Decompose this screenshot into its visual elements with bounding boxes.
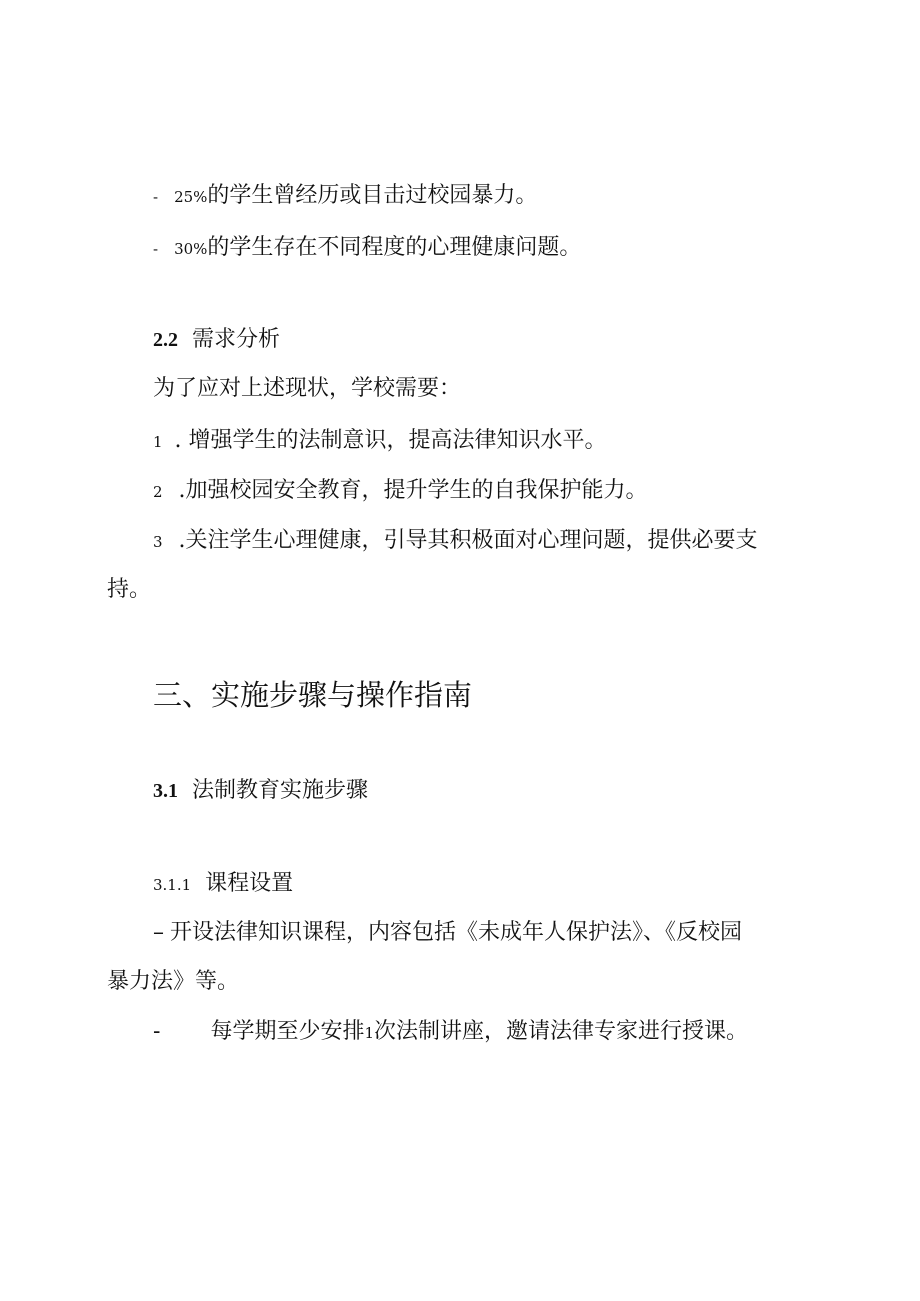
need-item-3 [153, 526, 758, 557]
stat-bullet: - [153, 240, 159, 258]
section-title: 法制教育实施步骤 [192, 778, 369, 803]
item-text: .关注学生心理健康，引导其积极面对心理问题，提供必要支 [178, 528, 758, 553]
item-number: 2 [153, 483, 163, 501]
section-number: 2.2 [153, 329, 178, 351]
need-item-2 [153, 476, 648, 507]
stat-bullet: - [153, 188, 159, 206]
lecture-count: 1 [364, 1024, 374, 1042]
bullet-text-after: 次法制讲座，邀请法律专家进行授课。 [374, 1019, 749, 1044]
chapter-heading-3: 三、实施步骤与操作指南 [153, 678, 473, 712]
bullet-dash: - [153, 1019, 161, 1044]
item-number: 3 [153, 533, 163, 551]
course-bullet-1 [153, 918, 742, 948]
item-text: .加强校园安全教育，提升学生的自我保护能力。 [178, 478, 648, 503]
section-title: 需求分析 [192, 327, 281, 352]
stat-line-1 [153, 181, 537, 212]
section-heading-2-2 [153, 325, 280, 355]
subsection-heading-3-1-1 [153, 869, 293, 900]
item-number: 1 [153, 433, 163, 451]
stat-line-2 [153, 233, 581, 264]
subsection-title: 课程设置 [205, 871, 294, 896]
need-item-3-continuation: 持。 [107, 577, 152, 602]
bullet-text-before: 每学期至少安排 [210, 1019, 365, 1044]
section-intro: 为了应对上述现状，学校需要： [153, 376, 462, 401]
stat-text: 的学生曾经历或目击过校园暴力。 [207, 183, 538, 208]
stat-text: 的学生存在不同程度的心理健康问题。 [207, 235, 582, 260]
course-bullet-1-continuation: 暴力法》等。 [107, 969, 240, 994]
bullet-dash: – [153, 920, 164, 945]
item-text: . 增强学生的法制意识，提高法律知识水平。 [174, 428, 607, 453]
stat-percent: 30% [174, 240, 208, 258]
course-bullet-2 [153, 1017, 748, 1048]
section-heading-3-1 [153, 776, 368, 806]
bullet-text: 开设法律知识课程，内容包括《未成年人保护法》、《反校园 [170, 920, 743, 945]
stat-percent: 25% [174, 188, 208, 206]
subsection-number: 3.1.1 [153, 876, 192, 894]
section-number: 3.1 [153, 780, 178, 802]
need-item-1 [153, 426, 607, 457]
